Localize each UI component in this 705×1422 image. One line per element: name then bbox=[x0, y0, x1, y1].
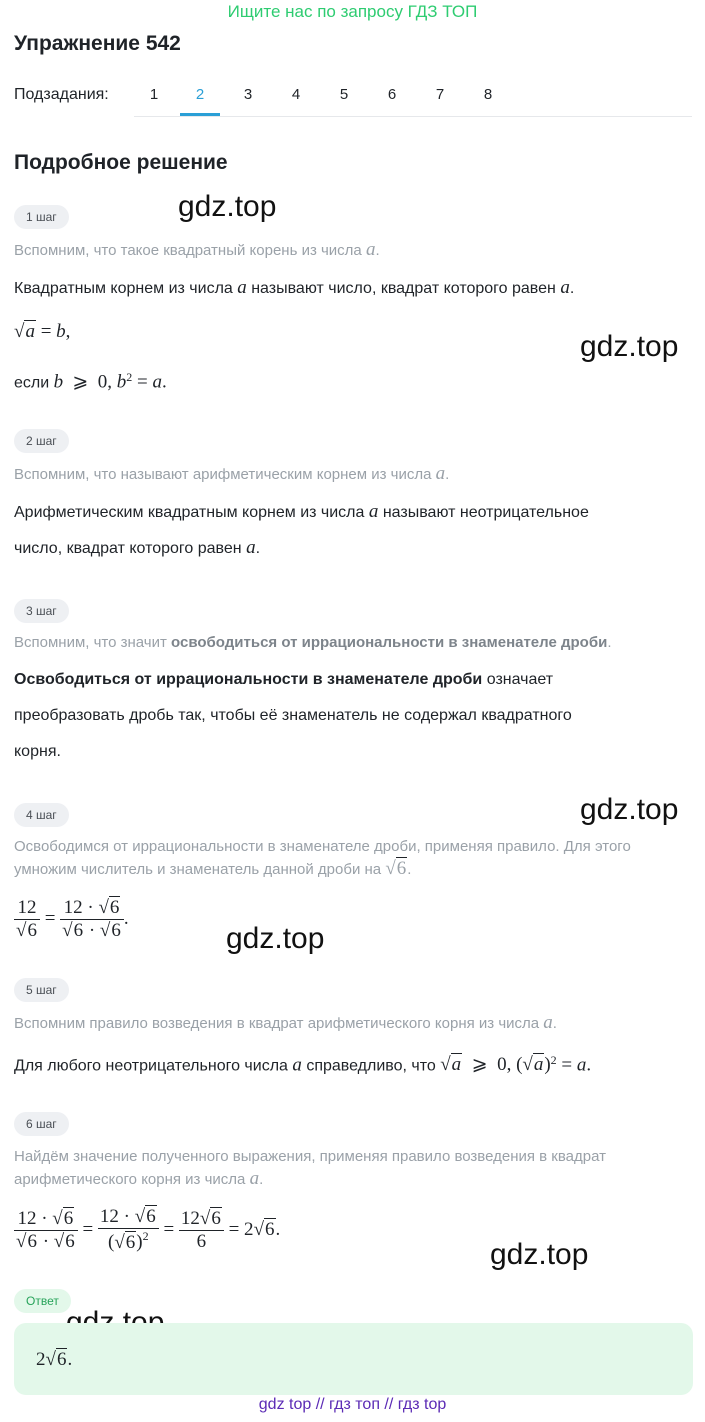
step-note: Вспомним, что такое квадратный корень из числа a. bbox=[14, 239, 380, 260]
step-note: Вспомним правило возведения в квадрат арифметического корня из числа a. bbox=[14, 1012, 557, 1033]
step-note: Вспомним, что называют арифметическим корнем из числа a. bbox=[14, 463, 450, 484]
tab-subtask-1[interactable]: 1 bbox=[149, 86, 159, 103]
watermark: gdz.top bbox=[178, 190, 277, 223]
answer-badge: Ответ bbox=[14, 1289, 71, 1313]
page-title: Упражнение 542 bbox=[14, 32, 181, 55]
watermark: gdz.top bbox=[226, 922, 325, 955]
formula-condition: если b ⩾ 0, $b^2 = a$. bbox=[14, 370, 167, 393]
step-text: Арифметическим квадратным корнем из числа a называют неотрицательное bbox=[14, 501, 589, 522]
tab-subtask-4[interactable]: 4 bbox=[291, 86, 301, 103]
tab-subtask-3[interactable]: 3 bbox=[243, 86, 253, 103]
tab-subtask-8[interactable]: 8 bbox=[483, 86, 493, 103]
solution-heading: Подробное решение bbox=[14, 151, 228, 174]
active-tab-indicator bbox=[180, 113, 220, 116]
answer-value: 2√6. bbox=[36, 1349, 73, 1370]
step-text: преобразовать дробь так, чтобы её знаменатель не содержал квадратного bbox=[14, 707, 572, 724]
subtasks-tabs bbox=[134, 76, 692, 117]
step-badge: 1 шаг bbox=[14, 205, 69, 229]
step-badge: 6 шаг bbox=[14, 1112, 69, 1136]
step-note: Вспомним, что значит освободиться от иррациональности в знаменателе дроби. bbox=[14, 634, 612, 651]
subtasks-label: Подзадания: bbox=[14, 86, 109, 103]
step-text: Квадратным корнем из числа a называют число, квадрат которого равен a. bbox=[14, 277, 575, 298]
footer-links[interactable]: gdz top // гдз топ // гдз top bbox=[258, 1396, 447, 1413]
tab-subtask-6[interactable]: 6 bbox=[387, 86, 397, 103]
watermark: gdz.top bbox=[490, 1238, 589, 1271]
formula-step-6: $\frac{12 \cdot √6}{√6 \cdot √6}$ = $\frac{12 \cdot √6}{(√6)^2}$ = $\frac{12√6}{6}$ = 2√6. bbox=[16, 1206, 281, 1253]
step-text: корня. bbox=[14, 743, 61, 760]
watermark: gdz.top bbox=[580, 330, 679, 363]
step-note: арифметического корня из числа a. bbox=[14, 1168, 264, 1189]
step-note: умножим числитель и знаменатель данной дроби на √6. bbox=[14, 858, 412, 879]
step-badge: 3 шаг bbox=[14, 599, 69, 623]
formula-sqrt-definition: √a = b, bbox=[14, 321, 71, 342]
tab-subtask-5[interactable]: 5 bbox=[339, 86, 349, 103]
tab-subtask-7[interactable]: 7 bbox=[435, 86, 445, 103]
step-badge: 5 шаг bbox=[14, 978, 69, 1002]
step-text: Для любого неотрицательного числа a справедливо, что √a ⩾ 0, $(√a)^2 = a$. bbox=[14, 1053, 592, 1076]
step-note: Найдём значение полученного выражения, применяя правило возведения в квадрат bbox=[14, 1148, 606, 1165]
step-text: число, квадрат которого равен a. bbox=[14, 537, 261, 558]
search-banner: Ищите нас по запросу ГДЗ ТОП bbox=[227, 2, 478, 21]
step-badge: 4 шаг bbox=[14, 803, 69, 827]
tab-subtask-2[interactable]: 2 bbox=[195, 86, 205, 103]
formula-step-4: $\frac{12}{√6}$ = $\frac{12 \cdot √6}{√6 \cdot √6}$ . bbox=[16, 896, 129, 941]
step-text: Освободиться от иррациональности в знаменателе дроби означает bbox=[14, 671, 554, 688]
step-badge: 2 шаг bbox=[14, 429, 69, 453]
watermark: gdz.top bbox=[580, 793, 679, 826]
step-note: Освободимся от иррациональности в знаменателе дроби, применяя правило. Для этого bbox=[14, 838, 631, 855]
answer-box bbox=[14, 1323, 693, 1395]
